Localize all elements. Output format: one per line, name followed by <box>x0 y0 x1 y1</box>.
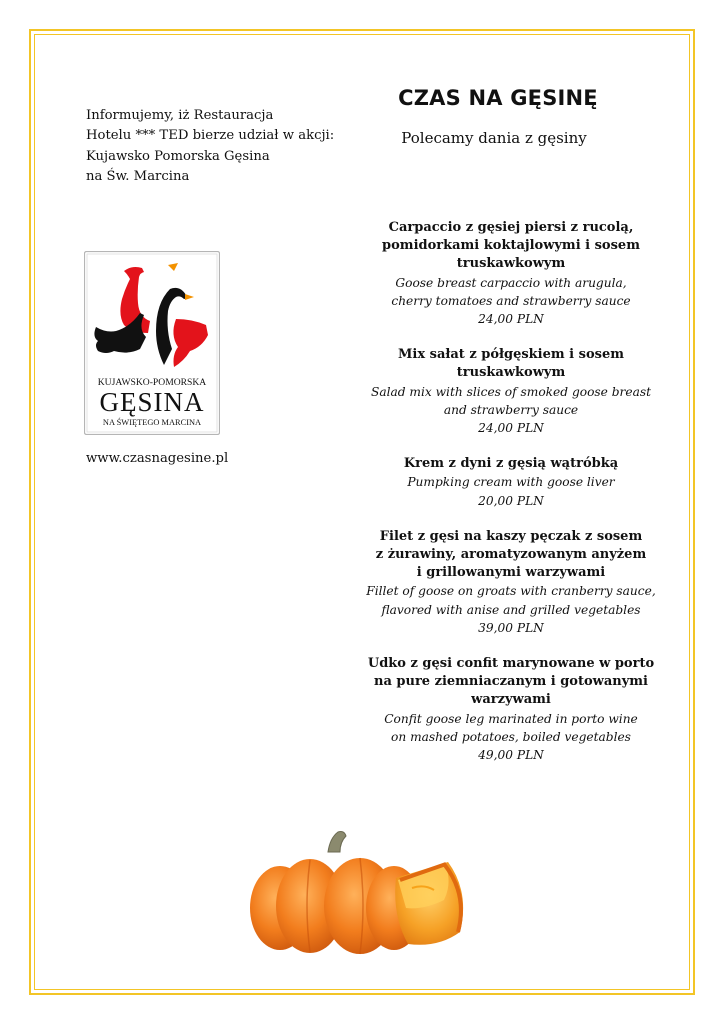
dish-price: 24,00 PLN <box>478 421 544 436</box>
dish-name-pl: truskawkowym <box>456 365 566 381</box>
intro-line: na Św. Marcina <box>86 168 190 184</box>
menu-item <box>366 655 656 764</box>
page-title: CZAS NA GĘSINĘ <box>398 86 598 110</box>
logo-line-3: NA ŚWIĘTEGO MARCINA <box>102 418 202 427</box>
dish-name-pl: pomidorkami koktajlowymi i sosem <box>382 238 640 254</box>
dish-price: 39,00 PLN <box>478 620 544 635</box>
dish-name-pl: i grillowanymi warzywami <box>416 565 606 581</box>
menu-item <box>366 346 656 437</box>
dish-name-en: and strawberry sauce <box>443 402 579 417</box>
dish-name-pl: Carpaccio z gęsiej piersi z rucolą, <box>388 220 634 235</box>
dish-name-pl: na pure ziemniaczanym i gotowanymi <box>374 674 648 690</box>
dish-name-pl: Filet z gęsi na kaszy pęczak z sosem <box>379 528 643 544</box>
intro-line: Kujawsko Pomorska Gęsina <box>86 148 270 164</box>
menu-item <box>366 455 656 510</box>
intro-line: Hotelu *** TED bierze udział w akcji: <box>86 128 335 144</box>
pumpkin-image <box>248 828 472 956</box>
dish-name-pl: Udko z gęsi confit marynowane w porto <box>367 656 655 672</box>
dish-name-pl: warzywami <box>471 692 551 708</box>
dish-name-en: on mashed potatoes, boiled vegetables <box>391 729 631 744</box>
logo-line-1: KUJAWSKO-POMORSKA <box>97 377 207 388</box>
dish-name-pl: Mix sałat z półgęskiem i sosem <box>398 347 624 363</box>
dish-price: 24,00 PLN <box>478 312 544 327</box>
dish-name-en: Fillet of goose on groats with cranberry sauce, <box>366 584 656 599</box>
dish-name-en: Salad mix with slices of smoked goose breast <box>370 384 652 399</box>
page-subtitle: Polecamy dania z gęsiny <box>401 129 587 147</box>
dish-name-pl: truskawkowym <box>456 256 566 272</box>
logo-line-2: GĘSINA <box>99 387 205 417</box>
dish-name-en: flavored with anise and grilled vegetables <box>381 602 641 617</box>
dish-name-en: Confit goose leg marinated in porto wine <box>384 711 638 726</box>
menu-item <box>366 528 656 637</box>
gesina-logo <box>84 251 220 435</box>
dish-name-en: cherry tomatoes and strawberry sauce <box>391 293 631 308</box>
dish-name-en: Goose breast carpaccio with arugula, <box>395 275 627 290</box>
menu-item <box>366 219 656 328</box>
website-link[interactable]: www.czasnagesine.pl <box>86 451 229 466</box>
dish-name-pl: z żurawiny, aromatyzowanym anyżem <box>375 547 647 563</box>
intro-line: Informujemy, iż Restauracja <box>86 108 274 123</box>
menu-list <box>366 219 656 782</box>
dish-name-pl: Krem z dyni z gęsią wątróbką <box>403 456 619 472</box>
dish-price: 20,00 PLN <box>478 493 544 508</box>
dish-name-en: Pumpking cream with goose liver <box>407 475 615 490</box>
dish-price: 49,00 PLN <box>478 748 544 763</box>
